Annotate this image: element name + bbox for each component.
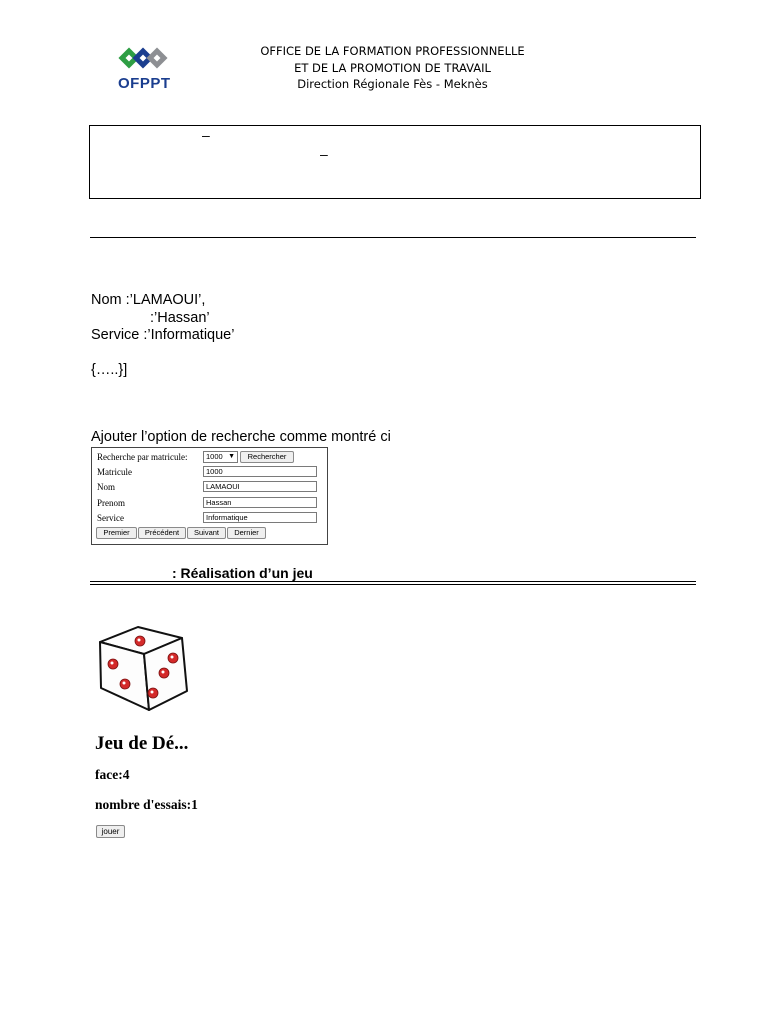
section-divider-top xyxy=(90,581,696,582)
record-prenom: :’Hassan’ xyxy=(150,310,210,326)
search-form xyxy=(91,447,328,545)
office-header xyxy=(250,43,535,93)
matricule-label: Matricule xyxy=(97,467,132,477)
last-button[interactable]: Dernier xyxy=(227,527,266,539)
nom-field[interactable]: LAMAOUI xyxy=(203,481,317,492)
service-field[interactable]: Informatique xyxy=(203,512,317,523)
tries-count: nombre d'essais:1 xyxy=(95,797,198,812)
prenom-field[interactable]: Hassan xyxy=(203,497,317,508)
record-array-end: {…..}] xyxy=(91,362,128,378)
nom-label: Nom xyxy=(97,482,115,492)
previous-button[interactable]: Précédent xyxy=(138,527,186,539)
title-dash-2: – xyxy=(320,146,328,162)
play-button[interactable]: jouer xyxy=(96,825,125,838)
office-line-2: ET DE LA PROMOTION DE TRAVAIL xyxy=(294,60,491,75)
title-box xyxy=(89,125,701,199)
next-button[interactable]: Suivant xyxy=(187,527,226,539)
search-label: Recherche par matricule: xyxy=(97,452,188,462)
matricule-select-value: 1000 xyxy=(206,452,223,461)
face-value: face:4 xyxy=(95,767,130,782)
chevron-down-icon: ▼ xyxy=(228,453,235,460)
logo-text: OFPPT xyxy=(118,75,171,92)
dice-icon xyxy=(94,620,190,712)
instruction-text: Ajouter l’option de recherche comme montré ci xyxy=(91,429,391,445)
service-label: Service xyxy=(97,513,124,523)
office-line-1: OFFICE DE LA FORMATION PROFESSIONNELLE xyxy=(260,44,525,58)
title-dash-1: – xyxy=(202,127,210,143)
record-service: Service :’Informatique’ xyxy=(91,327,235,343)
game-title: Jeu de Dé... xyxy=(95,733,189,754)
section-divider-bottom xyxy=(90,584,696,585)
divider xyxy=(90,237,696,238)
matricule-field[interactable]: 1000 xyxy=(203,466,317,477)
prenom-label: Prenom xyxy=(97,498,125,508)
office-line-3: Direction Régionale Fès - Meknès xyxy=(297,77,488,91)
matricule-select[interactable] xyxy=(203,451,238,463)
first-button[interactable]: Premier xyxy=(96,527,137,539)
record-nom: Nom :’LAMAOUI’, xyxy=(91,292,206,308)
search-button[interactable]: Rechercher xyxy=(240,451,294,463)
section-title: : Réalisation d’un jeu xyxy=(172,565,313,581)
